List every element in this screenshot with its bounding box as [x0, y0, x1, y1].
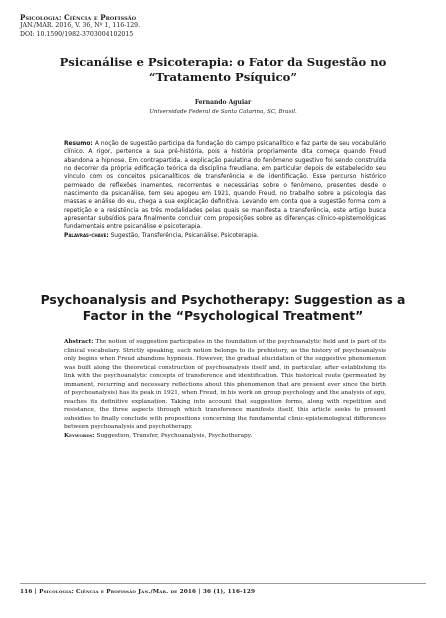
author-affiliation: Universidade Federal de Santa Catarina, SC, Brasil. [149, 109, 297, 115]
resumo-section [64, 140, 386, 240]
author-name: Fernando Aguiar [194, 99, 252, 106]
palavras-chave [64, 232, 386, 240]
palavras-chave-text: Sugestão, Transferência, Psicanálise, Psicoterapia. [110, 232, 259, 239]
keywords-label: Keywords: [64, 432, 95, 439]
page-footer: 116 | Psicologia: Ciência e Profissão Jan./Mar. de 2016 | 36 (1), 116-129 [20, 589, 256, 595]
resumo-text: A noção de sugestão participa da fundação do campo psicanalítico e faz parte de seu vocabulário clínico. A rigor, pertence a sua pré-história, pois a história propriamente dita começa quando Freud abandona a hipnose. Em contrapartida, a explicação paulatina do fenômeno sugestivo foi sendo construída no decorrer da própria edificação teórica da disciplina freudiana, em particular depois de estabelecido seu vínculo com os conceitos psicanalíticos de transferência e de identificação. Esse percurso histórico permeado de reflexões inamentes, recorrentes e necessárias sobre o fenômeno, presentes desde o nascimento da psicanálise, tem seu apogeu em 1921, quando Freud, no trabalho sobre a psicologia das massas e análise do eu, chega a sua explicação definitiva. Levando em conta que a sugestão forma com a repetição e a resistência as três modalidades pelas quais se manifesta a transferência, este artigo busca apresentar subsídios para finalmente concluir com proposições sobre as diferenças clínico-epistemológicas fundamentais entre psicanálise e psicoterapia. [64, 141, 386, 231]
palavras-chave-label: Palavras-chave: [64, 232, 109, 239]
resumo-paragraph [64, 140, 386, 232]
article-title-english: Psychoanalysis and Psychotherapy: Suggestion as a Factor in the “Psychological Treatment” [40, 292, 406, 323]
journal-doi: DOI: 10.1590/1982-3703004102015 [20, 30, 134, 38]
keywords-text: Suggestion, Transfer, Psychoanalysis, Psychotherapy. [96, 432, 253, 439]
abstract-section [64, 338, 386, 440]
journal-name: Psicologia: Ciência e Profissão [20, 13, 137, 22]
article-title-portuguese: Psicanálise e Psicoterapia: o Fator da Sugestão no “Tratamento Psíquico” [59, 55, 387, 84]
keywords [64, 432, 386, 441]
journal-header [20, 14, 140, 39]
journal-issue: JAN./MAR. 2016, V. 36, Nº 1, 116-129. [20, 22, 141, 30]
abstract-paragraph [64, 338, 386, 432]
footer-divider [20, 583, 426, 584]
abstract-text: The notion of suggestion participates in the foundation of the psychoanalytic field and is part of its clinical vocabulary. Strictly speaking, such notion belongs to its prehistory, as the history of psychoanalysis only begins when Freud abandons hypnosis. However, the gradual elucidation of the suggestive phenomenon was built along the theoretical construction of psychoanalysis itself and, in particular, after establishing its link with the psychoanalytic concepts of transference and identification. This historical route (permeated by immanent, recurring and necessary reflections about this phenomenon that are present ever since the birth of psychoanalysis) has its peak in 1921, when Freud, in his work on group psychology and the analysis of ego, reaches its definitive explanation. Taking into account that suggestion forms, along with repetition and resistance, the three aspects through which transference manifests itself, this article seeks to present subsidies to finally conclude with propositions concerning the fundamental clinic-epistemological differences between psychoanalysis and psychotherapy. [64, 339, 386, 430]
resumo-label: Resumo: [64, 141, 93, 147]
abstract-label: Abstract: [64, 339, 94, 345]
